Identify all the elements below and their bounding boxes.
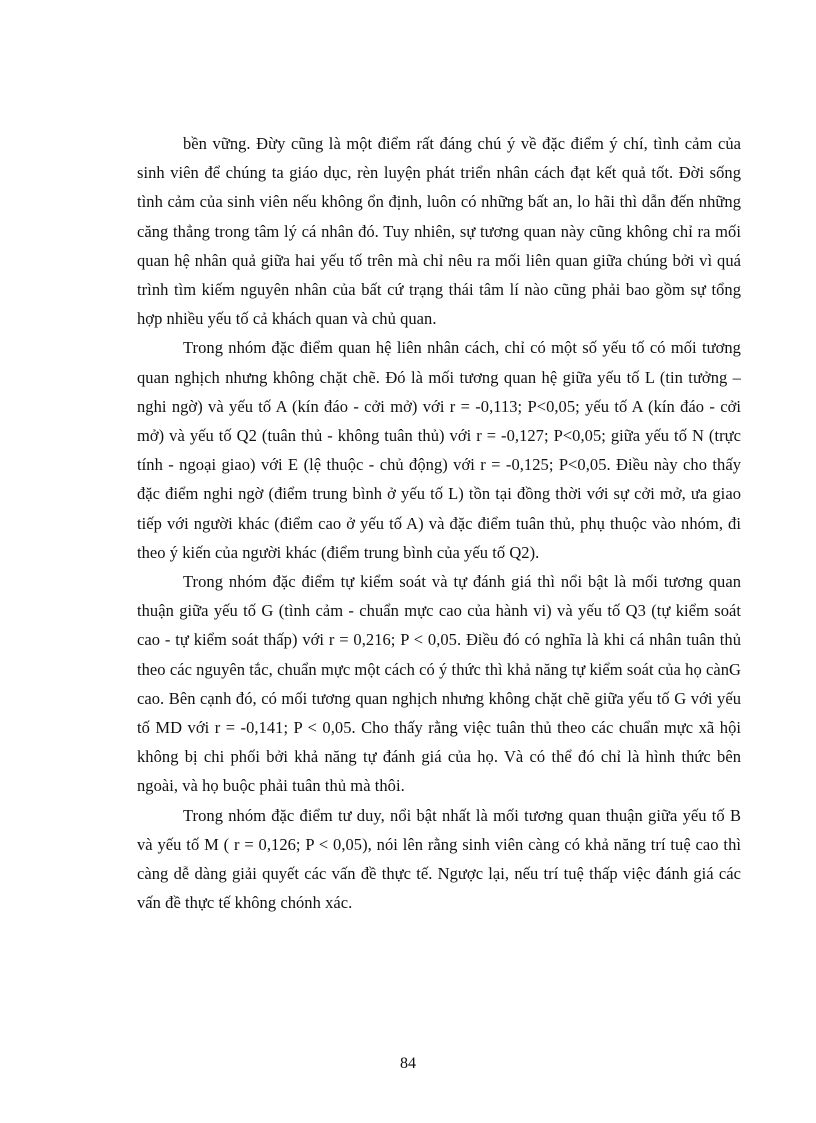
paragraph-4: Trong nhóm đặc điểm tư duy, nổi bật nhất là mối tương quan thuận giữa yếu tố B và yếu tố M ( r = 0,126; P < 0,05), nói lên rằng sinh viên càng có khả năng trí tuệ cao thì càng dễ dàng giải quyết các vấn đề thực tế. Ngược lại, nếu trí tuệ thấp việc đánh giá các vấn đề thực tế không chónh xác. [137,805,741,913]
page-number: 84 [400,1055,416,1072]
body-text [137,129,741,917]
paragraph-1: bền vững. Đừy cũng là một điểm rất đáng chú ý về đặc điểm ý chí, tình cảm của sinh viên để chúng ta giáo dục, rèn luyện phát triển nhân cách đạt kết quả tốt. Đời sống tình cảm của sinh viên nếu không ổn định, luôn có những bất an, lo hãi thì dẫn đến những căng thẳng trong tâm lý cá nhân đó. Tuy nhiên, sự tương quan này cũng không chỉ ra mối quan hệ nhân quả giữa hai yếu tố trên mà chỉ nêu ra mối liên quan giữa chúng bởi vì quá trình tìm kiếm nguyên nhân của bất cứ trạng thái tâm lí nào cũng phải bao gồm sự tổng hợp nhiều yếu tố cả khách quan và chủ quan. [137,134,741,329]
paragraph-3: Trong nhóm đặc điểm tự kiểm soát và tự đánh giá thì nổi bật là mối tương quan thuận giữa yếu tố G (tình cảm - chuẩn mực cao của hành vi) và yếu tố Q3 (tự kiểm soát cao - tự kiểm soát thấp) với r = 0,216; P < 0,05. Điều đó có nghĩa là khi cá nhân tuân thủ theo các nguyên tắc, chuẩn mực một cách có ý thức thì khả năng tự kiểm soát của họ cànG cao. Bên cạnh đó, có mối tương quan nghịch nhưng không chặt chẽ giữa yếu tố G với yếu tố MD với r = -0,141; P < 0,05. Cho thấy rằng việc tuân thủ theo các chuẩn mực xã hội không bị chi phối bởi khả năng tự đánh giá của họ. Và có thể đó chỉ là hình thức bên ngoài, và họ buộc phải tuân thủ mà thôi. [137,572,741,796]
paragraph-2: Trong nhóm đặc điểm quan hệ liên nhân cách, chỉ có một số yếu tố có mối tương quan nghịch nhưng không chặt chẽ. Đó là mối tương quan hệ giữa yếu tố L (tin tưởng – nghi ngờ) và yếu tố A (kín đáo - cởi mở) với r = -0,113; P<0,05; yếu tố A (kín đáo - cởi mở) và yếu tố Q2 (tuân thủ - không tuân thủ) với r = -0,127; P<0,05; giữa yếu tố N (trực tính - ngoại giao) với E (lệ thuộc - chủ động) với r = -0,125; P<0,05. Điều này cho thấy đặc điểm nghi ngờ (điểm trung bình ở yếu tố L) tồn tại đồng thời với sự cởi mở, ưa giao tiếp với người khác (điểm cao ở yếu tố A) và đặc điểm tuân thủ, phụ thuộc vào nhóm, đi theo ý kiến của người khác (điểm trung bình của yếu tố Q2). [137,338,741,562]
